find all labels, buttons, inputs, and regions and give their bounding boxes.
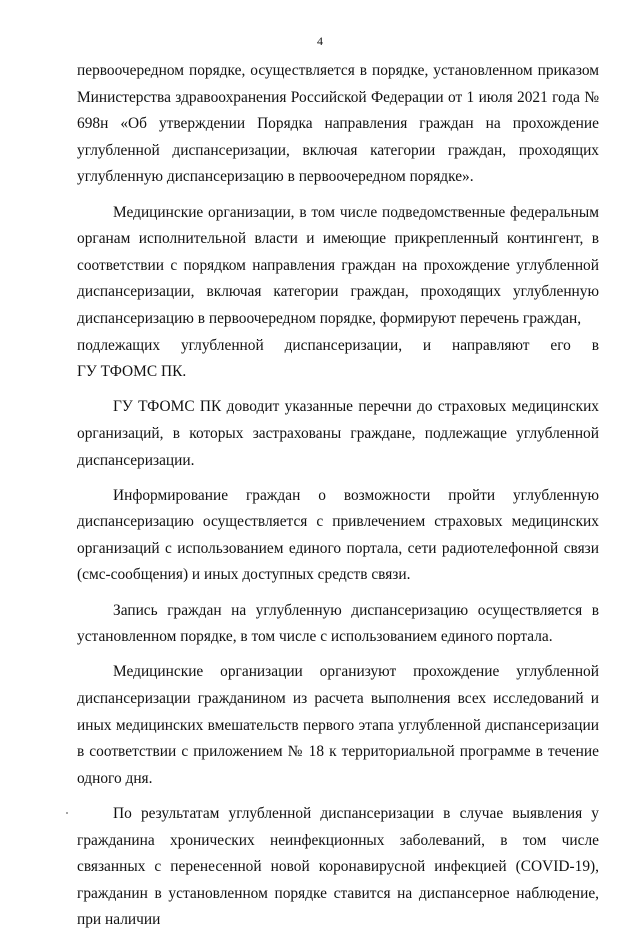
paragraph-3: ГУ ТФОМС ПК доводит указанные перечни до страховых медицинских организаций, в которых застрахованы граждане, подлежащие углубленной диспансеризации. — [77, 398, 599, 469]
paragraph-2 — [77, 200, 599, 386]
paragraph-2-spread-line: подлежащих углубленной диспансеризации, и направляют его в — [77, 336, 599, 354]
paragraph-4: Информирование граждан о возможности пройти углубленную диспансеризацию осуществляется с привлечением страховых медицинских организаций с использованием единого портала, сети радиотелефонной связи (смс-сообщения) и иных доступных средств связи. — [77, 486, 599, 584]
paragraph-7: По результатам углубленной диспансеризации в случае выявления у гражданина хронических неинфекционных заболеваний, в том числе связанных с перенесенной новой коронавирусной инфекцией (COVID-19), гражданин в установленном порядке ставится на диспансерное наблюдение, при наличии — [77, 805, 599, 929]
paragraph-5: Запись граждан на углубленную диспансеризацию осуществляется в установленном порядке, в том числе с использованием единого портала. — [77, 601, 599, 646]
paragraph-1: первоочередном порядке, осуществляется в порядке, установленном приказом Министерства здравоохранения Российской Федерации от 1 июля 2021 года № 698н «Об утверждении Порядка направления граждан на прохождение углубленной диспансеризации, включая категории граждан, проходящих углубленную диспансеризацию в первоочередном порядке». — [77, 62, 599, 186]
paragraph-2-main: Медицинские организации, в том числе подведомственные федеральным органам исполнительной власти и имеющие прикрепленный контингент, в соответствии с порядком направления граждан на прохождение углубленной диспансеризации, включая категории граждан, проходящих углубленную диспансеризацию в первоочередном порядке, формируют перечень граждан, — [77, 203, 599, 327]
page-number: 4 — [317, 34, 323, 48]
document-body — [77, 58, 599, 934]
paragraph-6: Медицинские организации организуют прохождение углубленной диспансеризации гражданином из расчета выполнения всех исследований и иных медицинских вмешательств первого этапа углубленной диспансеризации в соответствии с приложением № 18 к территориальной программе в течение одного дня. — [77, 663, 599, 787]
scan-speck — [66, 812, 68, 814]
paragraph-2-tail: ГУ ТФОМС ПК. — [77, 363, 187, 381]
